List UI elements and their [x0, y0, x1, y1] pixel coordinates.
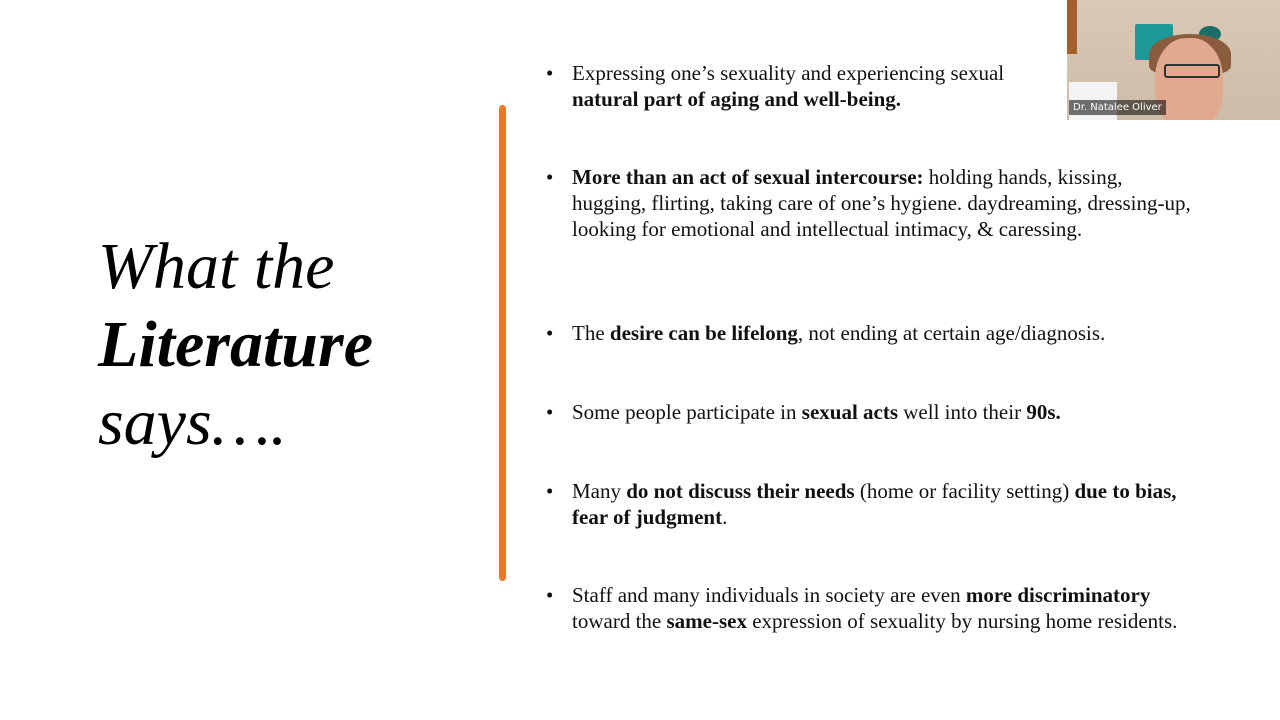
- wall-frame: [1067, 0, 1077, 54]
- text: .: [722, 505, 728, 529]
- text: toward the: [572, 609, 667, 633]
- text: expression of sexuality by nursing home residents.: [746, 609, 1178, 633]
- bullet-dot: •: [546, 165, 554, 189]
- text: Expressing one’s sexuality and experiencing sexual: [572, 61, 1005, 85]
- bullet-dot: •: [546, 321, 554, 345]
- orange-divider: [499, 105, 506, 581]
- bold-text: same-sex: [666, 609, 747, 633]
- bullet-item: [546, 582, 1192, 634]
- bullet-dot: •: [546, 61, 554, 85]
- text: (home or facility setting): [854, 479, 1075, 503]
- participant-glasses: [1164, 64, 1220, 78]
- bold-text: 90s.: [1026, 400, 1061, 424]
- participant-video[interactable]: [1067, 0, 1280, 120]
- bullet-dot: •: [546, 479, 554, 503]
- bold-text: desire can be lifelong: [609, 321, 798, 345]
- bullet-item: [546, 478, 1192, 530]
- bold-text: More than an act of sexual intercourse:: [572, 165, 924, 189]
- bold-text: do not discuss their needs: [626, 479, 855, 503]
- bold-text: due to bias, fear of judgment: [572, 479, 1177, 529]
- bullet-item: [546, 399, 1192, 425]
- bold-text: natural part of aging and well-being.: [572, 87, 902, 111]
- text: Some people participate in: [572, 400, 802, 424]
- bullet-item: [546, 164, 1192, 242]
- text: , not ending at certain age/diagnosis.: [797, 321, 1106, 345]
- text: well into their: [898, 400, 1027, 424]
- text: The: [572, 321, 610, 345]
- bold-text: sexual acts: [801, 400, 899, 424]
- text: holding hands, kissing, hugging, flirting, taking care of one’s hygiene. daydreaming, dressing-up, looking for emotional and intellectual intimacy, & caressing.: [572, 165, 1191, 241]
- bullet-item: [546, 320, 1192, 346]
- text: Staff and many individuals in society are even: [572, 583, 966, 607]
- slide-title: [98, 228, 373, 462]
- text: Many: [572, 479, 627, 503]
- bullet-dot: •: [546, 400, 554, 424]
- title-line-3: says….: [98, 386, 287, 459]
- participant-name: Dr. Natalee Oliver: [1069, 100, 1166, 115]
- bold-text: more discriminatory: [965, 583, 1151, 607]
- bullet-dot: •: [546, 583, 554, 607]
- title-line-1: What the: [98, 230, 335, 303]
- title-line-2: Literature: [98, 308, 373, 381]
